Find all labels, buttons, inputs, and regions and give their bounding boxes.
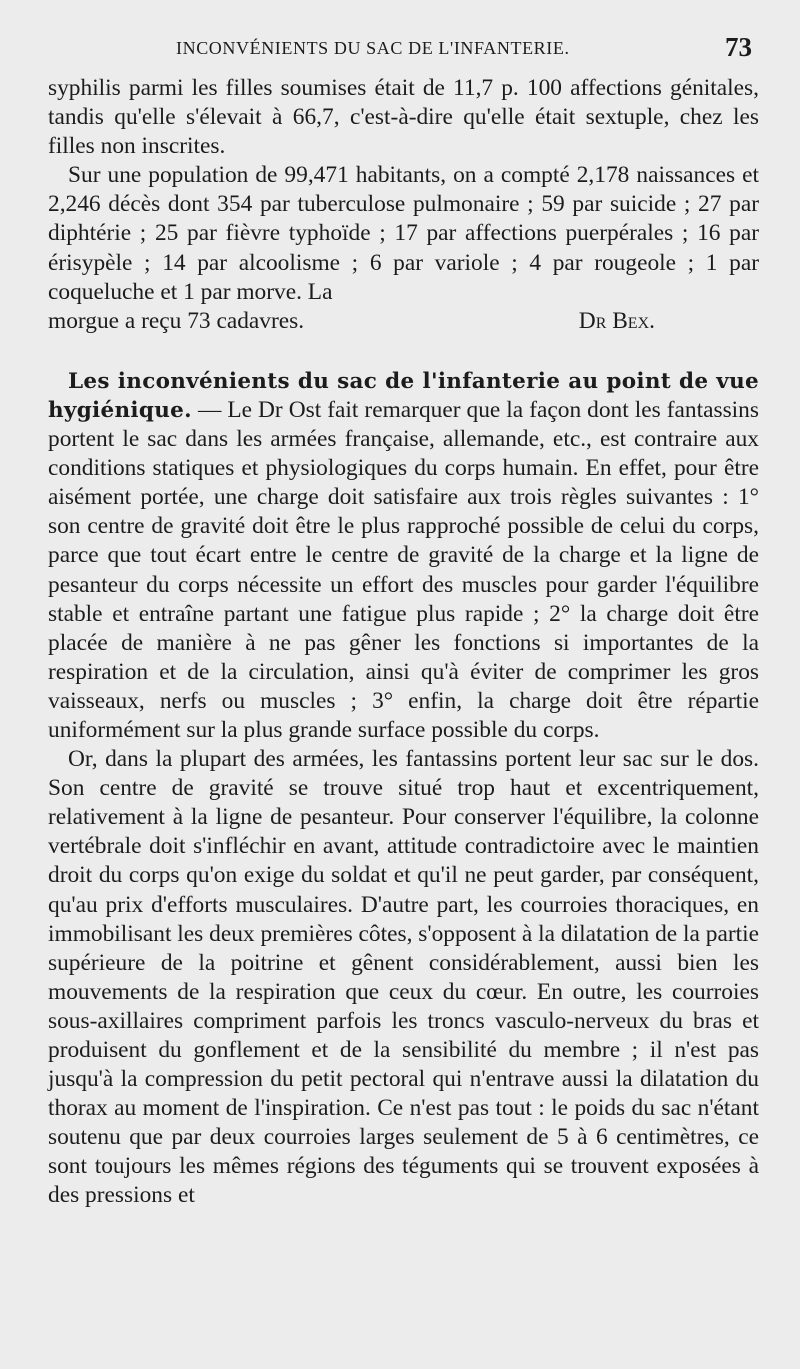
section-paragraph <box>48 367 759 745</box>
paragraph-armies: Or, dans la plupart des armées, les fantassins portent leur sac sur le dos. Son centre de gravité se trouve situé trop haut et excentriquement, relativement à la ligne de pesanteur. Pour conserver l'équilibre, la colonne vertébrale doit s'infléchir en avant, attitude contradictoire avec le maintien droit du corps qu'on exige du soldat et qu'il ne peut garder, par conséquent, qu'au prix d'efforts musculaires. D'autre part, les courroies thoraciques, en immobilisant les deux premières côtes, s'opposent à la dilatation de la partie supérieure de la poitrine et gênent considérablement, aussi bien les mouvements de la respiration que ceux du cœur. En outre, les courroies sous-axillaires compriment parfois les troncs vasculo-nerveux du bras et produisent du gonflement et de la sensibilité du membre ; il n'est pas jusqu'à la compression du petit pectoral qui n'entrave aussi la dilatation du thorax au moment de l'inspiration. Ce n'est pas tout : le poids du sac n'étant soutenu que par deux courroies larges seulement de 5 à 6 centimètres, ce sont toujours les mêmes régions des téguments qui se trouvent exposées à des pressions et <box>48 746 759 1209</box>
section-spacer <box>48 336 759 367</box>
section-heading: Les inconvénients du sac de l'infanterie au point de vue hygiénique. <box>48 368 759 423</box>
morgue-line: morgue a reçu 73 cadavres. <box>48 307 305 334</box>
author-signature: Dr Bex. <box>578 307 655 334</box>
paragraph-signature-line <box>48 307 759 336</box>
population-text: Sur une population de 99,471 habitants, on a compté 2,178 naissances et 2,246 décès dont 354 par tuberculose pulmonaire ; 59 par suicide ; 27 par diphtérie ; 25 par fièvre typhoïde ; 17 par affections puerpérales ; 16 par érisypèle ; 14 par alcoolisme ; 6 par variole ; 4 par rougeole ; 1 par coqueluche et 1 par morve. La <box>48 162 759 305</box>
paragraph-continuation: syphilis parmi les filles soumises était de 11,7 p. 100 affections génitales, tandis qu'elle s'élevait à 66,7, c'est-à-dire qu'elle était sextuple, chez les filles non inscrites. <box>48 75 759 160</box>
running-title: INCONVÉNIENTS DU SAC DE L'INFANTERIE. <box>176 38 570 58</box>
page-header <box>48 30 760 70</box>
page-number: 73 <box>725 32 752 62</box>
section-text: — Le Dr Ost fait remarquer que la façon dont les fantassins portent le sac dans les armées française, allemande, etc., est contraire aux conditions statiques et physiologiques du corps humain. En effet, pour être aisément portée, une charge doit satisfaire aux trois règles suivantes : 1° son centre de gravité doit être le plus rapproché possible de celui du corps, parce que tout écart entre le centre de gravité de la charge et la ligne de pesanteur du corps nécessite un effort des muscles pour garder l'équilibre stable et entraîne partant une fatigue plus rapide ; 2° la charge doit être placée de manière à ne pas gêner les fonctions si importantes de la respiration et de la circulation, ainsi qu'à éviter de comprimer les gros vaisseaux, nerfs ou muscles ; 3° enfin, la charge doit être répartie uniformément sur la plus grande surface possible du corps. <box>48 396 759 743</box>
page-body <box>48 74 759 1211</box>
paragraph-population <box>48 161 759 306</box>
